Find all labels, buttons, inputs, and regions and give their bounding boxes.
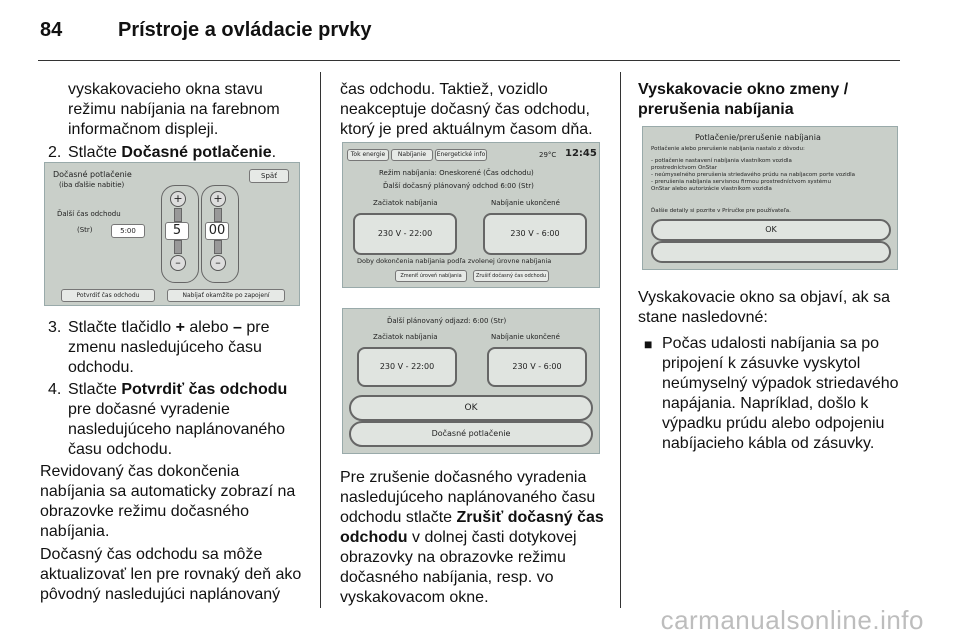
step-text: Stlačte (68, 144, 122, 161)
next-departure-label: Ďalší čas odchodu (57, 210, 121, 218)
bold-text: Zrušiť dočasný čas odchodu (340, 509, 604, 546)
popup-title: Potlačenie/prerušenie nabíjania (695, 133, 821, 142)
step-text: pre zmenu nasledujúceho času odchodu. (68, 319, 270, 376)
screen-popup-override (342, 308, 600, 454)
tab-energy-flow[interactable]: Tok energie (347, 149, 389, 161)
popup-reason: - neúmyselného prerušenia striedavého prúdu na nabíjacom porte vozidla (651, 172, 856, 178)
section-heading: Vyskakovacie okno zmeny / prerušenia nabíjania (638, 81, 849, 118)
confirm-departure-button[interactable]: Potvrdiť čas odchodu (61, 289, 155, 302)
popup-reason: - prerušenia nabíjania servisnou firmou prostredníctvom systému (651, 179, 831, 185)
screen-charge-mode (342, 142, 600, 288)
ok-button[interactable]: OK (651, 219, 891, 241)
watermark: carmanualsonline.info (660, 605, 924, 635)
page-number: 84 (40, 19, 63, 41)
minus-symbol: – (233, 319, 242, 336)
step-text: Stlačte (68, 381, 122, 398)
step-number: 2. (48, 144, 62, 161)
step-text: alebo (184, 319, 233, 336)
screen-temporary-override (44, 162, 300, 306)
bullet-item (638, 334, 900, 454)
ok-button[interactable]: OK (349, 395, 593, 421)
step-2 (40, 143, 306, 163)
charge-mode-label: Režim nabíjania: Oneskorené (Čas odchodu) (379, 169, 534, 177)
popup-details: Ďalšie detaily si pozrite v Príručke pre používateľa. (651, 208, 791, 214)
footer-note: Doby dokončenia nabíjania podľa zvolenej úrovne nabíjania (357, 257, 552, 265)
charge-end-label: Nabíjanie ukončené (491, 333, 560, 341)
minute-minus-button[interactable]: – (210, 255, 226, 271)
empty-button[interactable] (651, 241, 891, 263)
column-2-lower (340, 468, 608, 608)
hour-slot (174, 208, 182, 222)
minute-slot (214, 240, 222, 254)
step-number: 3. (48, 319, 62, 336)
column-1-lower (40, 318, 306, 605)
minute-plus-button[interactable]: + (210, 191, 226, 207)
paragraph: Revidovaný čas dokončenia nabíjania sa automaticky zobrazí na obrazovke režimu dočasného nabíjania. (40, 463, 296, 540)
column-3-lower (638, 288, 900, 454)
charge-start-value: 230 V - 22:00 (357, 347, 457, 387)
popup-reason: prostredníctvom OnStar (651, 165, 718, 171)
charge-now-button[interactable]: Nabíjať okamžite po zapojení (167, 289, 285, 302)
hour-slot (174, 240, 182, 254)
column-1 (40, 80, 306, 163)
step-text: . (271, 144, 277, 161)
hour-value: 5 (165, 222, 189, 240)
bullet-text: Počas udalosti nabíjania sa po pripojení k zásuvke vyskytol neúmyselný výpadok striedavého napájania. Napríklad, došlo k výpadku prúdu alebo odpojeniu nabíjacieho kábla od zásuvky. (662, 335, 899, 452)
screen-charge-interruption-popup (642, 126, 898, 270)
hour-plus-button[interactable]: + (170, 191, 186, 207)
step-4 (40, 380, 306, 460)
tab-energy-info[interactable]: Energetické info (435, 149, 487, 161)
plus-symbol: + (175, 319, 185, 336)
step-text: Stlačte tlačidlo (68, 319, 176, 336)
text: Pre zrušenie dočasného vyradenia nasledujúceho naplánovaného času odchodu stlačte (340, 469, 596, 526)
back-button[interactable]: Späť (249, 169, 289, 183)
column-divider (320, 72, 321, 608)
bullet-icon: ■ (644, 336, 653, 352)
paragraph: čas odchodu. Taktiež, vozidlo neakceptuje dočasný čas odchodu, ktorý je pred aktuálnym časom dňa. (340, 81, 593, 138)
step-number: 4. (48, 381, 62, 398)
charge-end-label: Nabíjanie ukončené (491, 199, 560, 207)
text: v dolnej časti dotykovej obrazovky na obrazovke režimu dočasného nabíjania, resp. vo vyskakovacom okne. (340, 529, 577, 606)
screen-title: Dočasné potlačenie (53, 170, 132, 179)
temporary-override-button[interactable]: Dočasné potlačenie (349, 421, 593, 447)
hour-minus-button[interactable]: – (170, 255, 186, 271)
minute-value: 00 (205, 222, 229, 240)
charge-start-value: 230 V - 22:00 (353, 213, 457, 255)
clock: 12:45 (565, 148, 597, 159)
paragraph: Vyskakovacie okno sa objaví, ak sa stane nasledovné: (638, 289, 890, 326)
column-3 (638, 80, 900, 120)
popup-reason: - potlačenie nastavení nabíjania vlastníkom vozidla (651, 158, 792, 164)
charge-end-value: 230 V - 6:00 (483, 213, 587, 255)
popup-reason: OnStar alebo autorizácie vlastníkom vozidla (651, 186, 772, 192)
screen-subtitle: (iba ďalšie nabitie) (59, 181, 125, 189)
step-text: pre dočasné vyradenie nasledujúceho naplánovaného času odchodu. (68, 401, 286, 458)
popup-text: Potlačenie alebo prerušenie nabíjania nastalo z dôvodu: (651, 146, 805, 152)
column-2 (340, 80, 608, 140)
step-bold: Dočasné potlačenie (121, 144, 272, 161)
paragraph (340, 468, 608, 608)
charge-start-label: Začiatok nabíjania (373, 199, 438, 207)
time-field: 5:00 (111, 224, 145, 238)
weekday-label: (Str) (77, 226, 93, 234)
charge-end-value: 230 V - 6:00 (487, 347, 587, 387)
minute-slot (214, 208, 222, 222)
next-departure-label: Ďalší plánovaný odjazd: 6:00 (Str) (387, 317, 507, 325)
step-bold: Potvrdiť čas odchodu (121, 381, 288, 398)
page-title: Prístroje a ovládacie prvky (118, 19, 372, 41)
next-departure-label: Ďalší dočasný plánovaný odchod 6:00 (Str) (383, 182, 534, 190)
step-3 (40, 318, 306, 378)
paragraph: Dočasný čas odchodu sa môže aktualizovať len pre rovnaký deň ako pôvodný nasledujúci naplánovaný (40, 546, 302, 603)
column-divider (620, 72, 621, 608)
cancel-temporary-departure-button[interactable]: Zrušiť dočasný čas odchodu (473, 270, 549, 282)
temperature: 29°C (539, 151, 557, 159)
charge-start-label: Začiatok nabíjania (373, 333, 438, 341)
intro-text: vyskakovacieho okna stavu režimu nabíjania na farebnom informačnom displeji. (68, 81, 280, 138)
change-level-button[interactable]: Zmeniť úroveň nabíjania (395, 270, 467, 282)
header-rule (38, 60, 900, 61)
tab-charging[interactable]: Nabíjanie (391, 149, 433, 161)
